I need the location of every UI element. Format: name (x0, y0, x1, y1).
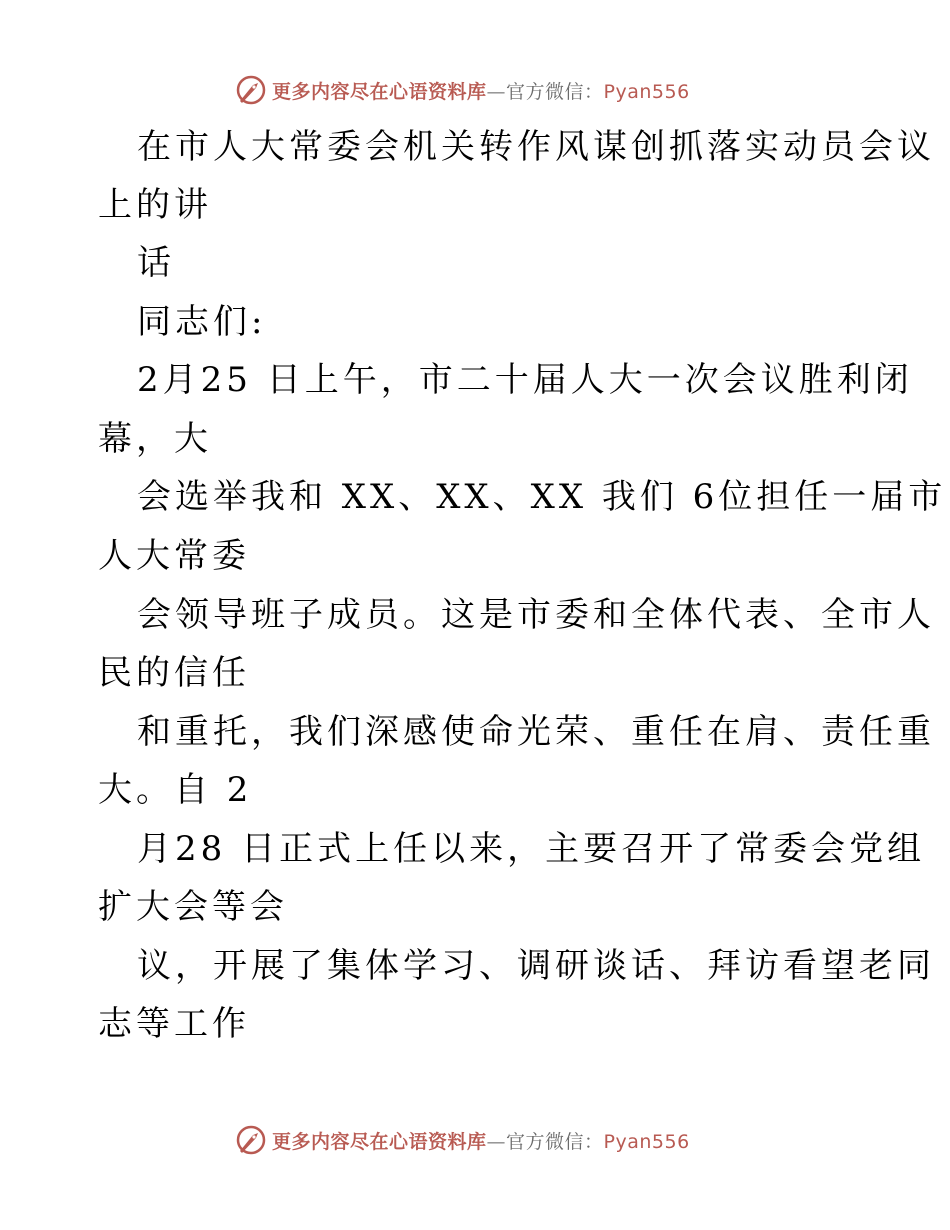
doc-paragraph-line: 民的信任 (98, 653, 250, 693)
watermark-separator: — (486, 80, 507, 103)
watermark-text (272, 1127, 690, 1154)
pen-nib-logo-icon (234, 73, 268, 107)
doc-paragraph-line: 议，开展了集体学习、调研谈话、拜访看望老同 (137, 946, 935, 986)
pen-nib-logo-icon (234, 1123, 268, 1157)
doc-paragraph-line: 和重托，我们深感使命光荣、重任在肩、责任重 (137, 712, 935, 752)
watermark-separator: — (486, 1130, 507, 1153)
doc-paragraph-line: 人大常委 (98, 536, 250, 576)
watermark-wechat-label: 官方微信： (506, 1130, 604, 1153)
watermark-footer (234, 1122, 690, 1158)
doc-title-line-1: 在市人大常委会机关转作风谋创抓落实动员会议 (137, 127, 935, 167)
watermark-brand: 更多内容尽在心语资料库 (272, 1130, 487, 1153)
doc-paragraph-line: 2月25 日上午，市二十届人大一次会议胜利闭 (137, 360, 913, 400)
doc-paragraph-line: 月28 日正式上任以来，主要召开了常委会党组 (137, 829, 926, 869)
watermark-text (272, 77, 690, 104)
doc-paragraph-line: 扩大会等会 (98, 887, 288, 927)
doc-title-line-3: 话 (137, 243, 175, 283)
watermark-header (234, 72, 690, 108)
doc-salutation: 同志们: (137, 302, 267, 342)
doc-paragraph-line: 志等工作 (98, 1004, 250, 1044)
watermark-wechat-label: 官方微信： (506, 80, 604, 103)
doc-paragraph-line: 会选举我和 XX、XX、XX 我们 6位担任一届市 (137, 477, 947, 517)
watermark-brand: 更多内容尽在心语资料库 (272, 80, 487, 103)
watermark-wechat-id: Pyan556 (603, 80, 690, 103)
doc-title-line-2: 上的讲 (98, 185, 212, 225)
doc-paragraph-line: 会领导班子成员。这是市委和全体代表、全市人 (137, 595, 935, 635)
watermark-wechat-id: Pyan556 (603, 1130, 690, 1153)
doc-paragraph-line: 幕，大 (98, 419, 212, 459)
doc-paragraph-line: 大。自 2 (98, 770, 253, 810)
